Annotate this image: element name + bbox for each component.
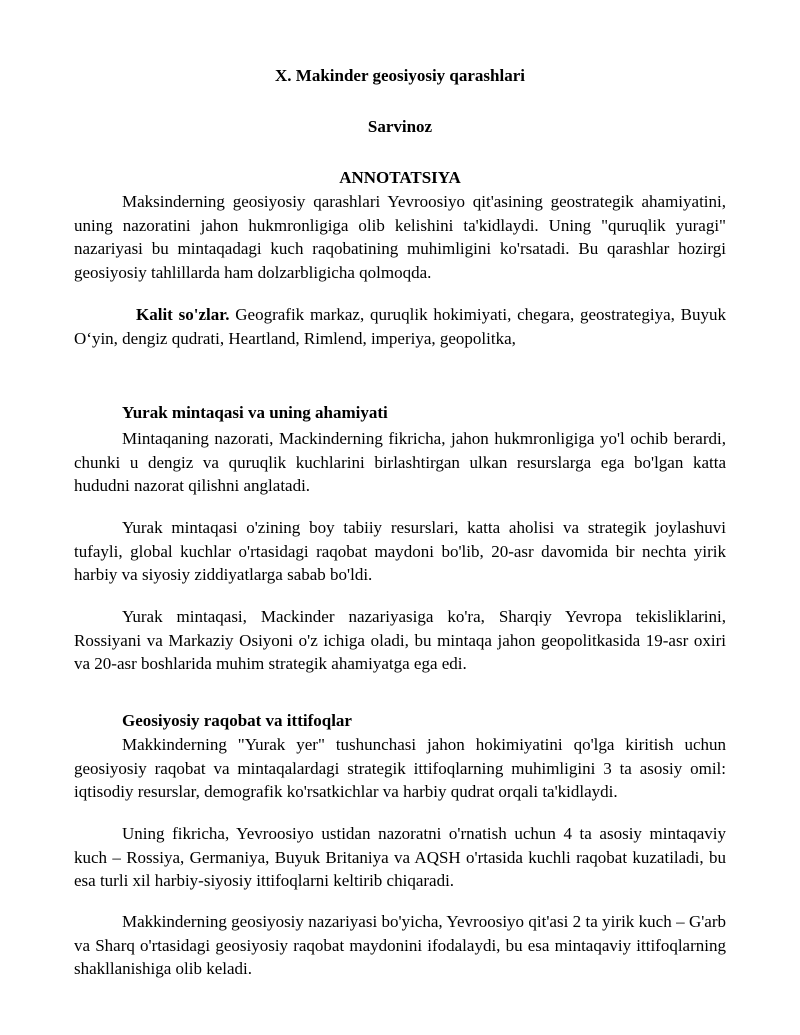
author-name: Sarvinoz [367,117,433,136]
document-title: X. Makinder geosiyosiy qarashlari [275,66,525,85]
section1-paragraph-1: Mintaqaning nazorati, Mackinderning fikricha, jahon hukmronligiga yo'l ochib berardi, chunki u dengiz va quruqlik kuchlarini birlashtirgan ulkan resurslarga ega bo'lgan katta hududni nazorat qilishni anglatadi. [74,429,726,495]
section2-paragraph-2: Uning fikricha, Yevroosiyo ustidan nazoratni o'rnatish uchun 4 ta asosiy mintaqaviy kuch – Rossiya, Germaniya, Buyuk Britaniya va AQSH o'rtasida kuchli raqobat kuzatiladi, bu esa turli xil harbiy-siyosiy ittifoqlarni keltirib chiqaradi. [74,824,726,890]
keywords-text: Geografik markaz, quruqlik hokimiyati, chegara, geostrategiya, Buyuk O‘yin, dengiz qudrati, Heartland, Rimlend, imperiya, geopolitka, [74,305,726,348]
section1-paragraph-2: Yurak mintaqasi o'zining boy tabiiy resurslari, katta aholisi va strategik joylashuvi tufayli, global kuchlar o'rtasidagi raqobat maydoni bo'lib, 20-asr davomida bir nechta yirik harbiy va siyosiy ziddiyatlarga sabab bo'ldi. [74,518,726,584]
section1-paragraph-3: Yurak mintaqasi, Mackinder nazariyasiga ko'ra, Sharqiy Yevropa tekisliklarini, Rossiyani va Markaziy Osiyoni o'z ichiga oladi, bu mintaqa jahon geopolitkasida 19-asr oxiri va 20-asr boshlarida muhim strategik ahamiyatga ega edi. [74,607,726,673]
keywords-paragraph [74,303,726,350]
section2-paragraph-3: Makkinderning geosiyosiy nazariyasi bo'yicha, Yevroosiyo qit'asi 2 ta yirik kuch – G'arb va Sharq o'rtasidagi geosiyosiy raqobat maydonini ifodalaydi, bu esa mintaqaviy ittifoqlarning shakllanishiga olib keladi. [74,912,726,978]
section2-paragraph-1: Makkinderning "Yurak yer" tushunchasi jahon hokimiyatini qo'lga kiritish uchun geosiyosiy raqobat va mintaqalardagi strategik ittifoqlarning muhimligini 3 ta asosiy omil: iqtisodiy resurslar, demografik ko'rsatkichlar va harbiy qudrat orqali ta'kidlaydi. [74,735,726,801]
keywords-label: Kalit so'zlar. [136,305,230,324]
annotation-paragraph: Maksinderning geosiyosiy qarashlari Yevroosiyo qit'asining geostrategik ahamiyatini, uning nazoratini jahon hukmronligiga olib kelishini ta'kidlaydi. Uning "quruqlik yuragi" nazariyasi bu mintaqadagi kuch raqobatining muhimligini ko'rsatadi. Bu qarashlar hozirgi geosiyosiy tahlillarda ham dolzarbligicha qolmoqda. [74,192,726,282]
section-heading-heartland: Yurak mintaqasi va uning ahamiyati [122,403,388,422]
annotation-heading: ANNOTATSIYA [339,168,461,187]
section-heading-rivalry: Geosiyosiy raqobat va ittifoqlar [122,711,352,730]
